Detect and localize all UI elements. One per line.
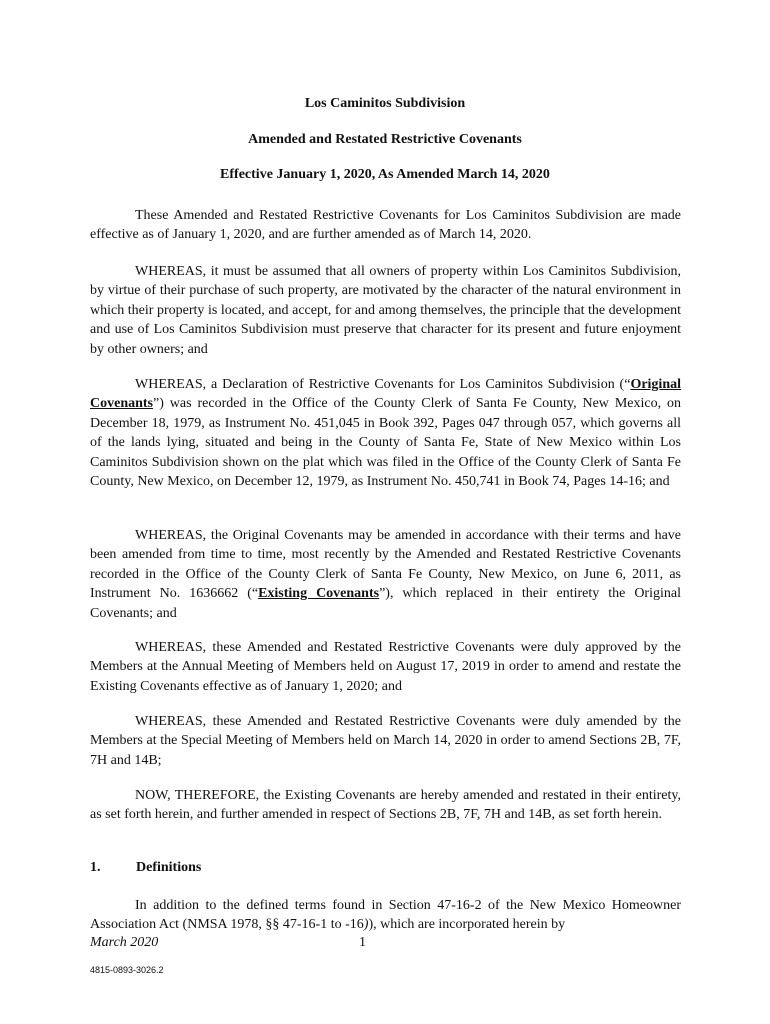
whereas-paragraph-4 (90, 638, 681, 696)
now-therefore-text: NOW, THEREFORE, the Existing Covenants are hereby amended and restated in their entirety, as set forth herein, and further amended in respect of Sections 2B, 7F, 7H and 14B, as set forth herein. (90, 788, 681, 823)
whereas-paragraph-3 (90, 526, 681, 623)
definitions-text-a: In addition to the defined terms found in Section 47-16-2 of the New Mexico Homeowner Association Act (NMSA 1978, §§ 47-16-1 to -16 (90, 898, 681, 933)
intro-text: These Amended and Restated Restrictive Covenants for Los Caminitos Subdivision are made effective as of January 1, 2020, and are further amended as of March 14, 2020. (90, 208, 681, 243)
whereas-paragraph-1 (90, 262, 681, 359)
section-heading-definitions (90, 859, 201, 877)
definitions-paragraph: In addition to the defined terms found in Section 47-16-2 of the New Mexico Homeowner Association Act (NMSA 1978, §§ 47-16-1 to -16)), which are incorporated herein by (90, 898, 681, 933)
section-title: Definitions (136, 860, 202, 875)
effective-date-heading: Effective January 1, 2020, As Amended March 14, 2020 (220, 167, 550, 182)
whereas-text-4: WHEREAS, these Amended and Restated Restrictive Covenants were duly approved by the Members at the Annual Meeting of Members held on August 17, 2019 in order to amend and restate the Existing Covenants effective as of January 1, 2020; and (90, 640, 681, 694)
document-id: 4815-0893-3026.2 (90, 965, 164, 975)
whereas-text-2a: WHEREAS, a Declaration of Restrictive Covenants for Los Caminitos Subdivision (“ (135, 377, 631, 392)
intro-paragraph (90, 206, 681, 245)
defined-term-original-covenants: Original Covenants (90, 377, 681, 412)
document-subtitle: Amended and Restated Restrictive Covenants (248, 132, 522, 147)
footer-date: March 2020 (90, 935, 159, 950)
whereas-text-3b: ”), which replaced in their entirety the Original Covenants; and (90, 586, 681, 621)
whereas-paragraph-5 (90, 712, 681, 770)
page-number: 1 (359, 935, 366, 950)
whereas-text-5: WHEREAS, these Amended and Restated Restrictive Covenants were duly amended by the Members at the Special Meeting of Members held on March 14, 2020 in order to amend Sections 2B, 7F, 7H and 14B; (90, 714, 681, 768)
definitions-text-b: ), which are incorporated herein by (368, 917, 566, 933)
whereas-paragraph-2 (90, 375, 681, 491)
defined-term-existing-covenants: Existing Covenants (258, 586, 380, 602)
whereas-text-3a: WHEREAS, the Original Covenants may be amended in accordance with their terms and have been amended from time to time, most recently by the Amended and Restated Restrictive Covenants recorded in the Office of the County Clerk of Santa Fe County, New Mexico, on June 6, 2011, as Instrument No. 1636662 (“ (90, 528, 681, 602)
whereas-text-2b: ”) was recorded in the Office of the County Clerk of Santa Fe County, New Mexico, on December 18, 1979, as Instrument No. 451,045 in Book 392, Pages 047 through 057, which governs all of the lands lying, situated and being in the County of Santa Fe, State of New Mexico within Los Caminitos Subdivision shown on the plat which was filed in the Office of the County Clerk of Santa Fe County, New Mexico, on December 12, 1979, as Instrument No. 450,741 in Book 74, Pages 14-16; and (90, 396, 681, 490)
section-number: 1. (90, 860, 101, 875)
now-therefore-paragraph (90, 786, 681, 825)
document-title: Los Caminitos Subdivision (304, 96, 466, 111)
whereas-text-1: WHEREAS, it must be assumed that all owners of property within Los Caminitos Subdivision, by virtue of their purchase of such property, are motivated by the character of the natural environment in which their property is located, and accept, for and among themselves, the principle that the development and use of Los Caminitos Subdivision must preserve that character for its present and future enjoyment by other owners; and (90, 264, 681, 357)
